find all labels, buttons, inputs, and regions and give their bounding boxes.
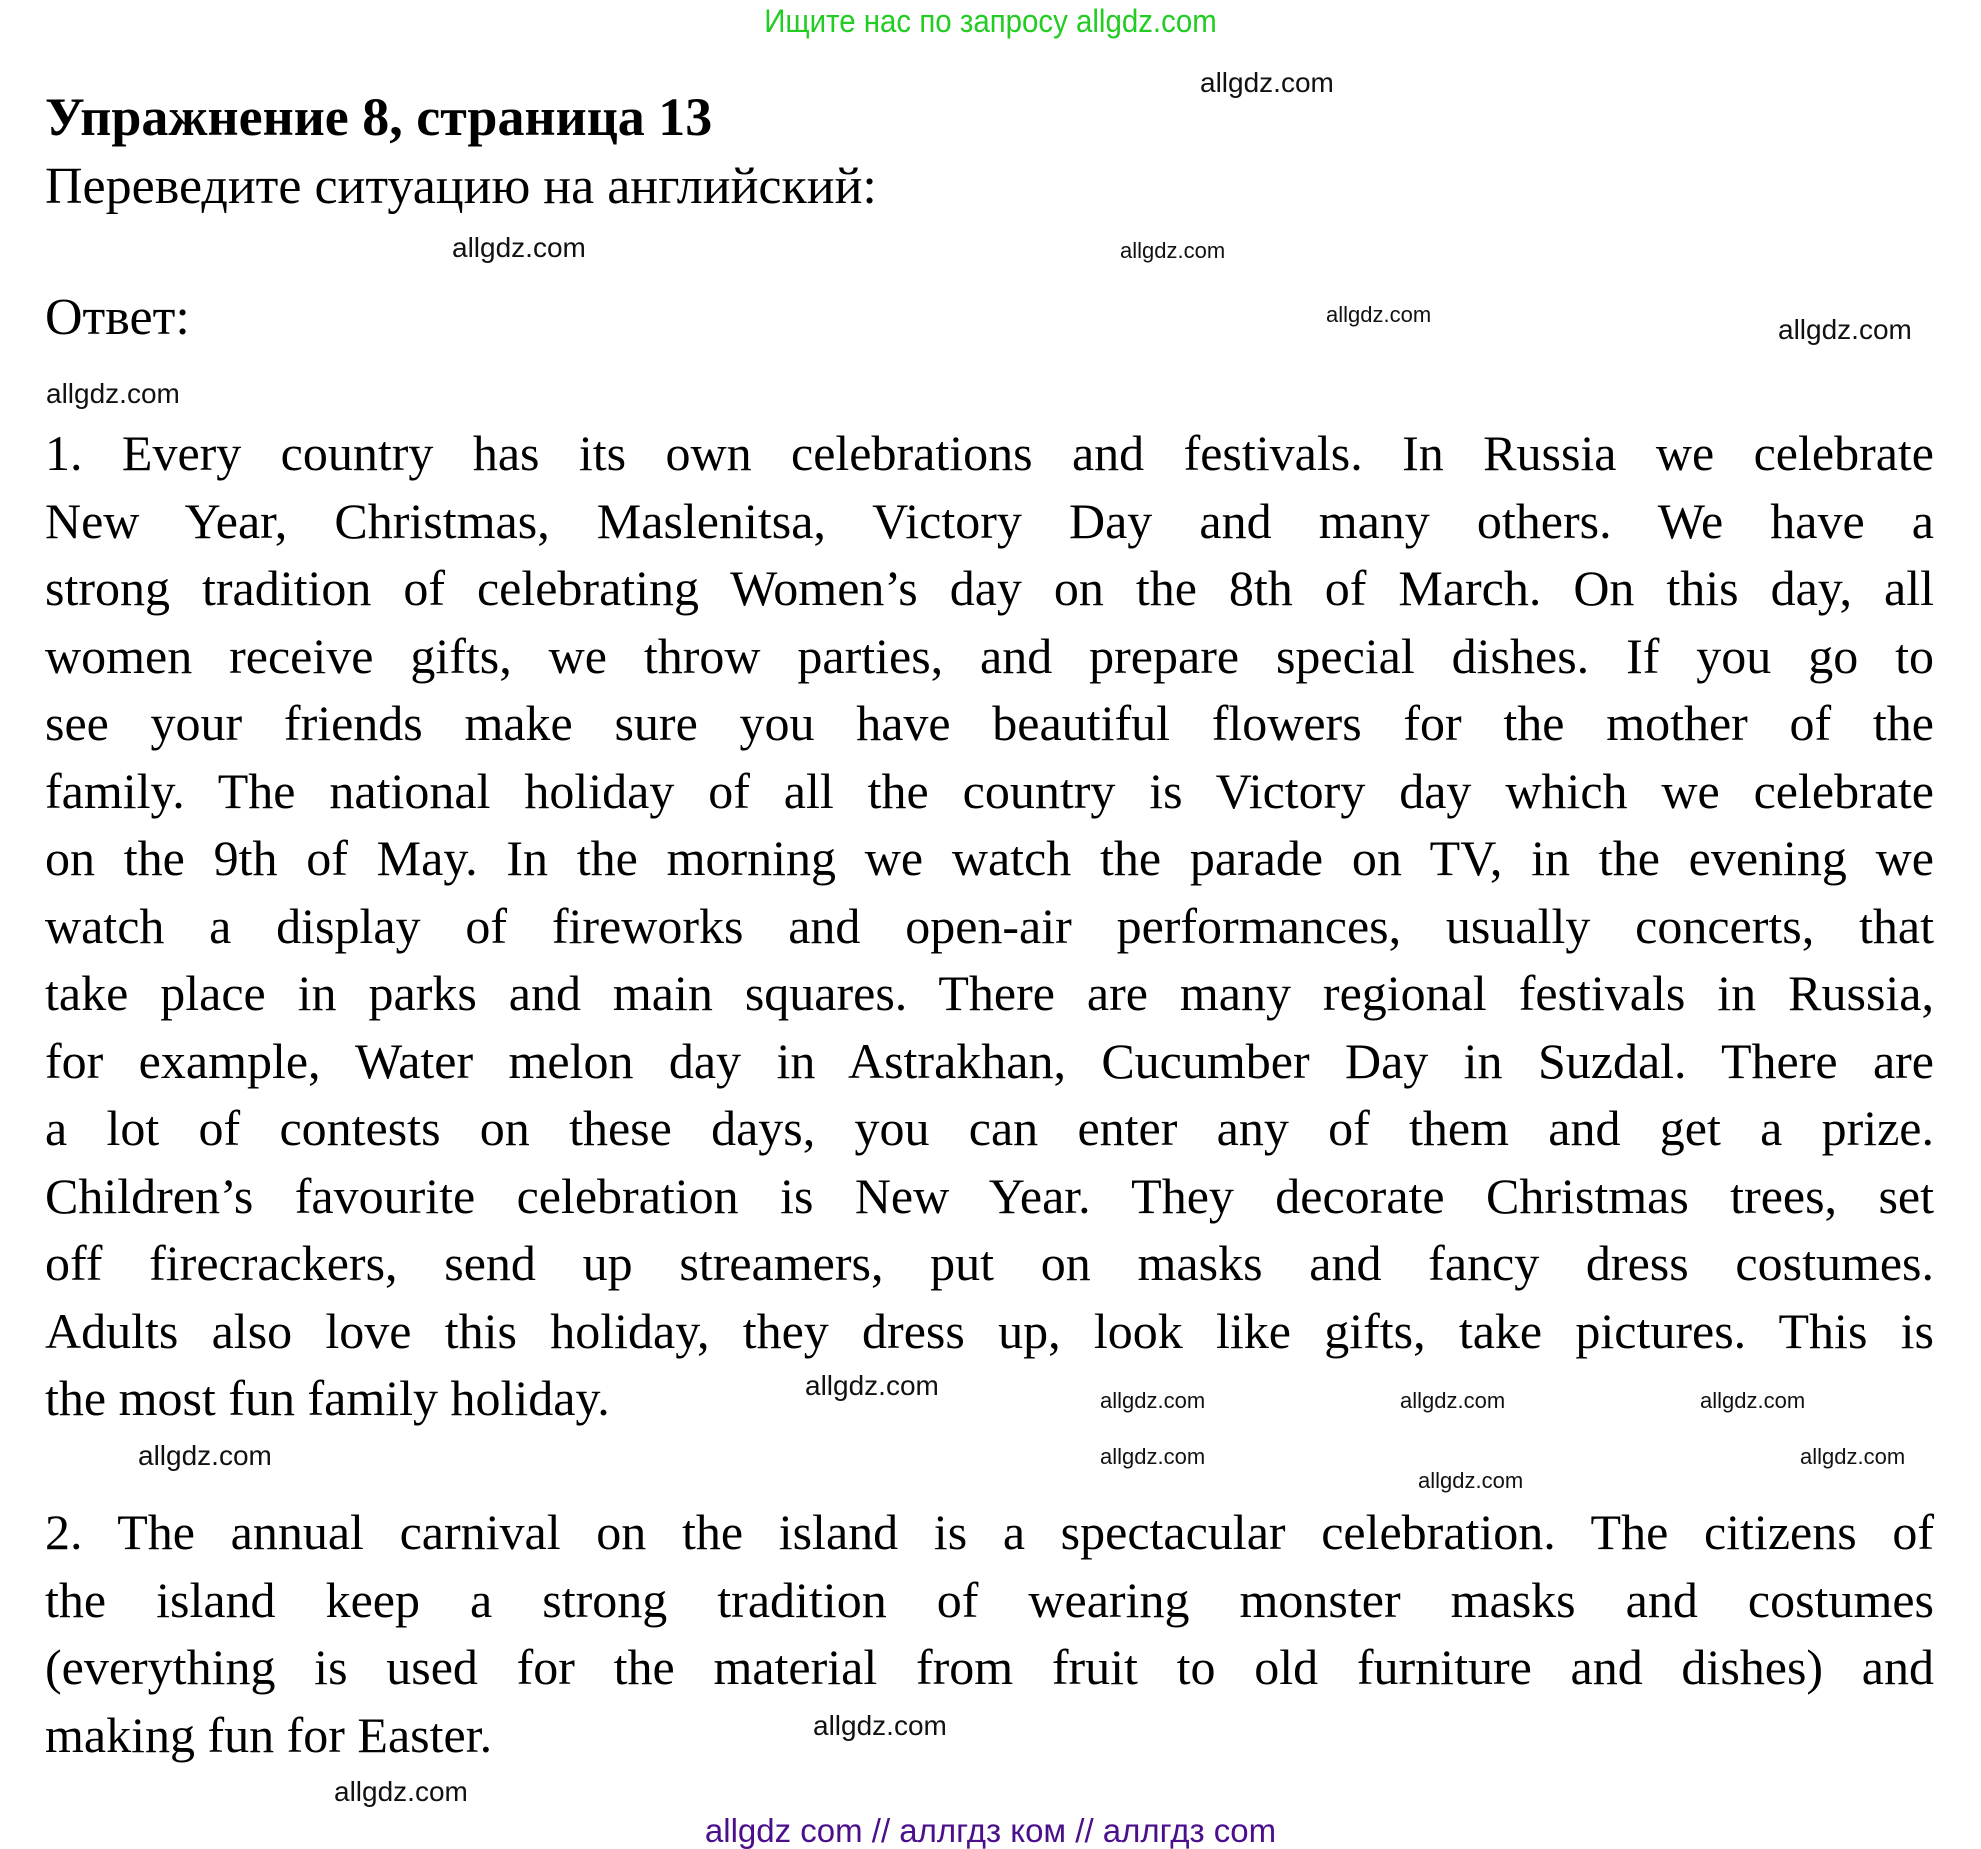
text-line: women receive gifts, we throw parties, and prepare special dishes. If you go to <box>45 627 1934 684</box>
task-instruction: Переведите ситуацию на английский: <box>45 158 877 215</box>
watermark: allgdz.com <box>813 1710 947 1741</box>
watermark: allgdz.com <box>138 1440 272 1471</box>
watermark: allgdz.com <box>1120 238 1226 263</box>
answer-label: Ответ: <box>45 289 190 346</box>
text-line: a lot of contests on these days, you can enter any of them and get a prize. <box>45 1100 1934 1156</box>
watermark: allgdz.com <box>1100 1444 1206 1469</box>
text-line: watch a display of fireworks and open-air performances, usually concerts, that <box>45 897 1934 954</box>
footer-links: allgdz com // аллгдз ком // аллгдз com <box>704 1812 1277 1849</box>
text-line: the island keep a strong tradition of wearing monster masks and costumes <box>45 1571 1934 1628</box>
watermark: allgdz.com <box>46 378 180 409</box>
watermark: allgdz.com <box>1700 1388 1806 1413</box>
text-line: (everything is used for the material from fruit to old furniture and dishes) and <box>45 1639 1934 1695</box>
text-line: Children’s favourite celebration is New Year. They decorate Christmas trees, set <box>45 1167 1934 1224</box>
text-line: the most fun family holiday. <box>45 1370 610 1426</box>
text-line: New Year, Christmas, Maslenitsa, Victory Day and many others. We have a <box>45 492 1934 549</box>
watermark: allgdz.com <box>805 1370 939 1401</box>
text-line: take place in parks and main squares. There are many regional festivals in Russia, <box>45 965 1934 1021</box>
text-line: off firecrackers, send up streamers, put on masks and fancy dress costumes. <box>45 1235 1934 1291</box>
search-banner: Ищите нас по запросу allgdz.com <box>764 3 1217 39</box>
text-line: strong tradition of celebrating Women’s day on the 8th of March. On this day, all <box>45 560 1934 616</box>
text-line: making fun for Easter. <box>45 1706 493 1763</box>
watermark: allgdz.com <box>1800 1444 1906 1469</box>
watermark: allgdz.com <box>452 232 586 263</box>
text-line: Adults also love this holiday, they dress up, look like gifts, take pictures. This is <box>45 1302 1934 1359</box>
watermark: allgdz.com <box>1778 314 1912 345</box>
watermark: allgdz.com <box>1400 1388 1506 1413</box>
text-line: for example, Water melon day in Astrakhan, Cucumber Day in Suzdal. There are <box>45 1032 1934 1089</box>
watermark: allgdz.com <box>334 1776 468 1807</box>
watermark: allgdz.com <box>1418 1468 1524 1493</box>
text-line: family. The national holiday of all the country is Victory day which we celebrate <box>45 762 1934 819</box>
text-line: 2. The annual carnival on the island is a spectacular celebration. The citizens of <box>45 1504 1934 1560</box>
watermark: allgdz.com <box>1200 67 1334 98</box>
watermark: allgdz.com <box>1326 302 1432 327</box>
text-line: on the 9th of May. In the morning we watch the parade on TV, in the evening we <box>45 830 1934 886</box>
page-title: Упражнение 8, страница 13 <box>45 87 713 147</box>
text-line: 1. Every country has its own celebrations and festivals. In Russia we celebrate <box>45 425 1934 481</box>
text-line: see your friends make sure you have beautiful flowers for the mother of the <box>45 695 1934 751</box>
watermark: allgdz.com <box>1100 1388 1206 1413</box>
answer-paragraph-2 <box>45 1499 1934 1769</box>
answer-paragraph-1 <box>45 420 1934 1433</box>
